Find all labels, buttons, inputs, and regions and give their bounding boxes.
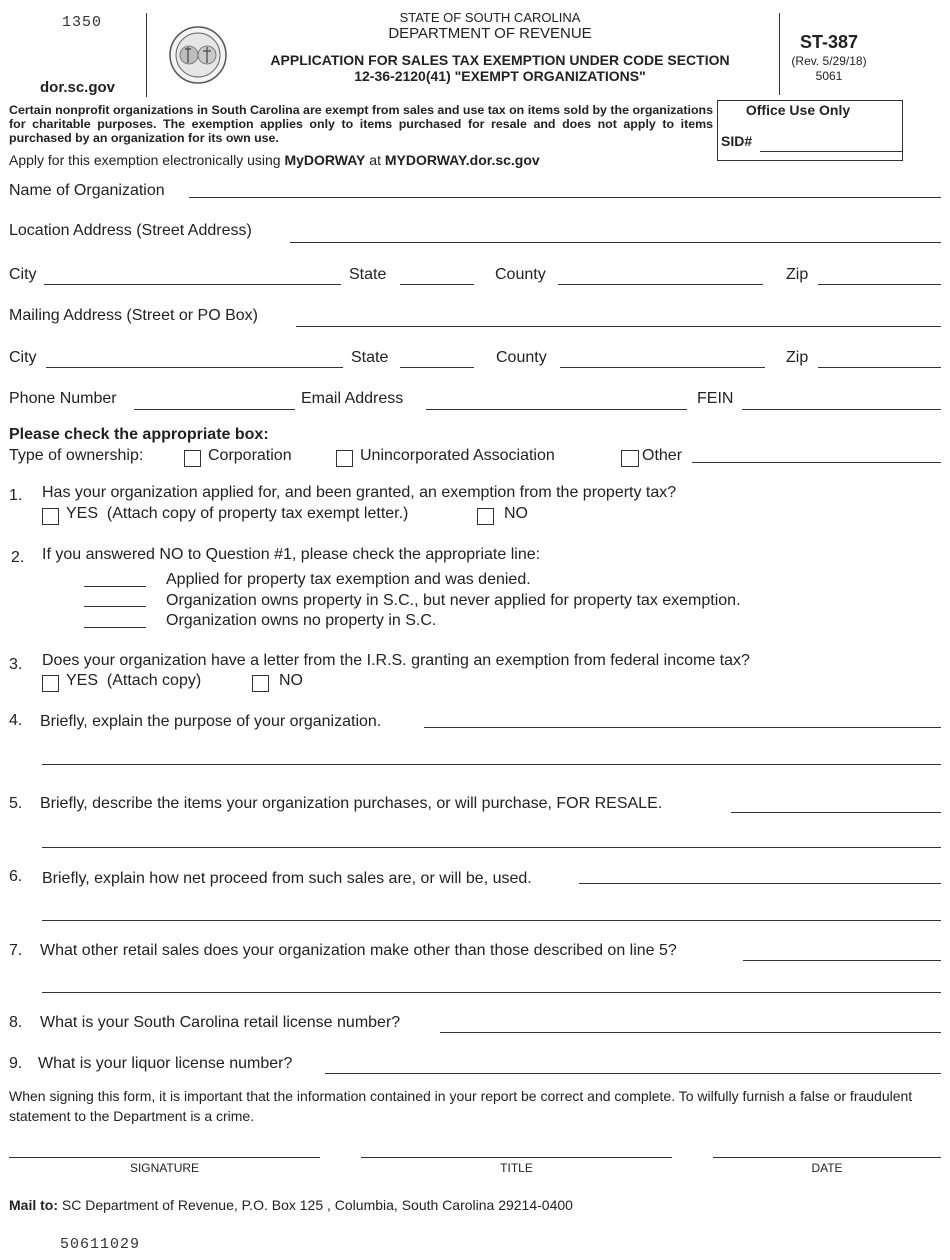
corporation-label: Corporation — [208, 447, 292, 464]
location-address-label: Location Address (Street Address) — [9, 222, 252, 239]
mailing-address-label: Mailing Address (Street or PO Box) — [9, 307, 258, 324]
q2-opt3-line[interactable] — [84, 627, 146, 628]
mailing-city-field[interactable] — [46, 351, 343, 368]
form-code-bottom: 50611029 — [60, 1236, 141, 1253]
q3-yes-label: YES (Attach copy) — [66, 672, 202, 689]
title-label: TITLE — [500, 1161, 533, 1175]
q1-no-checkbox[interactable] — [477, 508, 494, 525]
header-state: STATE OF SOUTH CAROLINA — [399, 10, 581, 25]
q7-text: What other retail sales does your organization make other than those described on line 5? — [40, 942, 677, 959]
mailing-county-field[interactable] — [560, 351, 765, 368]
q1-yes-label: YES (Attach copy of property tax exempt letter.) — [66, 505, 409, 522]
location-state-label: State — [349, 266, 387, 283]
q5-answer-line1[interactable] — [731, 796, 941, 813]
signature-label: SIGNATURE — [129, 1161, 200, 1175]
q9-answer-line[interactable] — [325, 1057, 941, 1074]
q4-answer-line1[interactable] — [424, 711, 941, 728]
q2-opt1-label: Applied for property tax exemption and was denied. — [166, 571, 531, 588]
form-title-line1: APPLICATION FOR SALES TAX EXEMPTION UNDER CODE SECTION — [270, 52, 730, 68]
q5-answer-line2[interactable] — [42, 831, 941, 848]
q6-answer-line2[interactable] — [42, 904, 941, 921]
date-label: DATE — [811, 1161, 843, 1175]
org-name-field[interactable] — [189, 181, 941, 198]
unincorporated-checkbox[interactable] — [336, 450, 353, 467]
form-number: ST-387 — [799, 32, 859, 52]
q6-number: 6. — [9, 868, 23, 885]
signing-warning: When signing this form, it is important that the information contained in your report be correct and complete. To wilfully furnish a false or fraudulent statement to the Department is a crime. — [9, 1088, 913, 1124]
other-checkbox[interactable] — [621, 450, 639, 467]
mailing-state-field[interactable] — [400, 351, 474, 368]
ownership-type-label: Type of ownership: — [9, 447, 144, 464]
phone-field[interactable] — [134, 393, 295, 410]
form-title-line2: 12-36-2120(41) "EXEMPT ORGANIZATIONS" — [354, 68, 646, 84]
q6-text: Briefly, explain how net proceed from such sales are, or will be, used. — [42, 870, 532, 887]
sid-label: SID# — [721, 133, 753, 149]
q9-text: What is your liquor license number? — [38, 1055, 293, 1072]
mail-to-address: SC Department of Revenue, P.O. Box 125 , Columbia, South Carolina 29214-0400 — [58, 1197, 573, 1213]
q2-opt2-label: Organization owns property in S.C., but never applied for property tax exemption. — [166, 592, 741, 609]
q4-answer-line2[interactable] — [42, 748, 941, 765]
ownership-heading: Please check the appropriate box: — [9, 426, 269, 443]
fein-field[interactable] — [742, 393, 941, 410]
mydorway-link[interactable]: MYDORWAY.dor.sc.gov — [384, 152, 540, 168]
q3-number: 3. — [9, 656, 23, 673]
q3-no-checkbox[interactable] — [252, 675, 269, 692]
other-field[interactable] — [692, 446, 941, 463]
header-department: DEPARTMENT OF REVENUE — [388, 25, 592, 42]
q1-yes-checkbox[interactable] — [42, 508, 59, 525]
apply-electronically-line — [9, 152, 540, 168]
q7-number: 7. — [9, 942, 23, 959]
location-city-field[interactable] — [44, 268, 341, 285]
q4-number: 4. — [9, 712, 23, 729]
mailing-state-label: State — [351, 349, 389, 366]
q3-yes-checkbox[interactable] — [42, 675, 59, 692]
mailing-city-label: City — [9, 349, 37, 366]
q2-number: 2. — [11, 549, 25, 566]
mydorway-name: MyDORWAY — [284, 152, 366, 168]
office-use-title: Office Use Only — [745, 102, 851, 118]
org-name-label: Name of Organization — [9, 182, 165, 199]
form-code: 5061 — [815, 69, 843, 83]
unincorporated-label: Unincorporated Association — [360, 447, 555, 464]
apply-at: at — [365, 152, 385, 168]
q2-opt3-label: Organization owns no property in S.C. — [166, 612, 437, 629]
office-use-box — [717, 100, 903, 161]
q1-no-label: NO — [504, 505, 528, 522]
q5-number: 5. — [9, 795, 23, 812]
mail-to-line — [9, 1197, 573, 1213]
q2-opt2-line[interactable] — [84, 606, 146, 607]
q8-number: 8. — [9, 1014, 23, 1031]
location-county-label: County — [495, 266, 546, 283]
title-line[interactable] — [361, 1157, 672, 1158]
form-code-top: 1350 — [62, 14, 103, 31]
q9-number: 9. — [9, 1055, 23, 1072]
location-county-field[interactable] — [558, 268, 763, 285]
date-line[interactable] — [713, 1157, 941, 1158]
email-field[interactable] — [426, 393, 687, 410]
q7-answer-line1[interactable] — [743, 944, 941, 961]
location-zip-label: Zip — [786, 266, 809, 283]
q3-text: Does your organization have a letter from the I.R.S. granting an exemption from federal income tax? — [42, 652, 750, 669]
location-city-label: City — [9, 266, 37, 283]
mailing-county-label: County — [496, 349, 547, 366]
q8-answer-line[interactable] — [440, 1016, 941, 1033]
apply-prefix: Apply for this exemption electronically using — [9, 152, 285, 168]
sid-field[interactable] — [760, 135, 903, 152]
intro-text: Certain nonprofit organizations in South Carolina are exempt from sales and use tax on items sold by the organizations for charitable purposes. The exemption applies only to items purchased for resale and does not apply to items purchased by an organization for its own use. — [9, 103, 713, 145]
phone-label: Phone Number — [9, 390, 117, 407]
q2-text: If you answered NO to Question #1, please check the appropriate line: — [42, 546, 541, 563]
q2-opt1-line[interactable] — [84, 586, 146, 587]
fein-label: FEIN — [697, 390, 734, 407]
email-label: Email Address — [301, 390, 404, 407]
corporation-checkbox[interactable] — [184, 450, 201, 467]
mailing-zip-field[interactable] — [818, 351, 941, 368]
location-zip-field[interactable] — [818, 268, 941, 285]
mailing-zip-label: Zip — [786, 349, 809, 366]
q5-text: Briefly, describe the items your organization purchases, or will purchase, FOR RESALE. — [40, 795, 663, 812]
other-label: Other — [642, 447, 683, 464]
q4-text: Briefly, explain the purpose of your organization. — [40, 713, 382, 730]
q7-answer-line2[interactable] — [42, 976, 941, 993]
website-label: dor.sc.gov — [40, 79, 116, 96]
mail-to-label: Mail to: — [9, 1197, 58, 1213]
signature-line[interactable] — [9, 1157, 320, 1158]
q1-text: Has your organization applied for, and been granted, an exemption from the property tax? — [42, 484, 677, 501]
form-revision: (Rev. 5/29/18) — [791, 54, 867, 68]
state-seal-icon — [168, 25, 228, 85]
location-address-field[interactable] — [290, 226, 941, 243]
q3-no-label: NO — [279, 672, 303, 689]
header-divider-left — [146, 13, 147, 97]
q1-number: 1. — [9, 487, 23, 504]
mailing-address-field[interactable] — [296, 310, 941, 327]
location-state-field[interactable] — [400, 268, 474, 285]
q8-text: What is your South Carolina retail license number? — [40, 1014, 401, 1031]
q6-answer-line1[interactable] — [579, 867, 941, 884]
